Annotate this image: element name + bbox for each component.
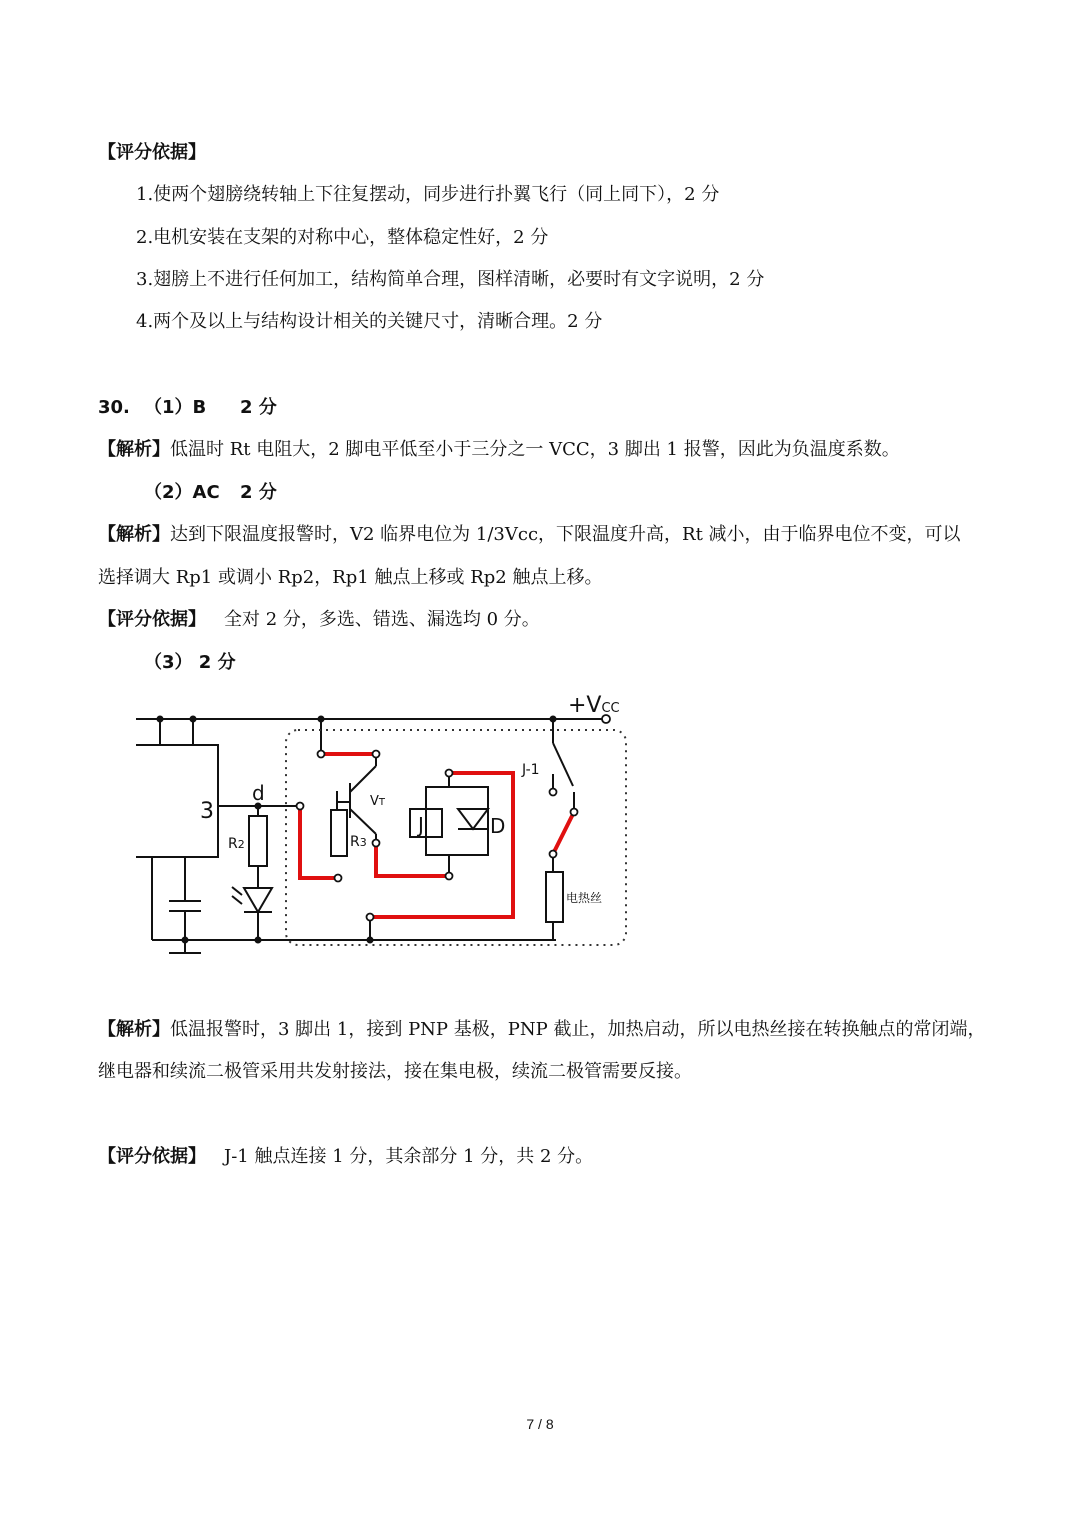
- grading-text: 全对 2 分，多选、错选、漏选均 0 分。: [224, 609, 540, 630]
- vcc-label: +VCC: [568, 693, 620, 718]
- heater-label: 电热丝: [566, 891, 603, 905]
- analysis-tag: 【解析】: [98, 1019, 170, 1040]
- analysis-text: 低温时 Rt 电阻大，2 脚电平低至小于三分之一 VCC，3 脚出 1 报警，因此为负温度系数。: [170, 439, 900, 460]
- grading-item-1: 1.使两个翅膀绕转轴上下往复摆动，同步进行扑翼飞行（同上同下），2 分: [136, 184, 720, 205]
- analysis-3-line1: [98, 1018, 985, 1042]
- analysis-text: 达到下限温度报警时，V2 临界电位为 1/3Vcc，下限温度升高，Rt 减小，由于临界电位不变，可以: [170, 524, 961, 545]
- grading-item-3: 3.翅膀上不进行任何加工，结构简单合理，图样清晰，必要时有文字说明，2 分: [136, 269, 765, 290]
- part3-label: （3） 2 分: [144, 652, 236, 673]
- part2-score: 2 分: [240, 482, 277, 503]
- switch-label: J-1: [522, 762, 540, 778]
- grading-tag: 【评分依据】: [98, 609, 206, 630]
- analysis-2-line2: 选择调大 Rp1 或调小 Rp2，Rp1 触点上移或 Rp2 触点上移。: [98, 567, 603, 588]
- analysis-text: 低温报警时，3 脚出 1，接到 PNP 基极，PNP 截止，加热启动，所以电热丝接在转换触点的常闭端，: [170, 1019, 986, 1040]
- grading-2: [98, 608, 540, 632]
- grading-3: [98, 1145, 593, 1169]
- vt-label: VT: [370, 794, 386, 809]
- dotted-boundary: [286, 730, 626, 945]
- answer-wires: [300, 754, 574, 917]
- grading-text: J-1 触点连接 1 分，其余部分 1 分，共 2 分。: [224, 1146, 594, 1167]
- grading-item-4: 4.两个及以上与结构设计相关的关键尺寸，清晰合理。2 分: [136, 311, 603, 332]
- analysis-tag: 【解析】: [98, 524, 170, 545]
- grading-heading: 【评分依据】: [98, 142, 206, 163]
- part1-score: 2 分: [240, 397, 277, 418]
- node-d-label: d: [252, 781, 265, 805]
- part2-answer: （2）AC: [144, 482, 220, 503]
- relay-label: J: [418, 813, 424, 837]
- part1-answer: （1）B: [144, 397, 207, 418]
- circuit-diagram: [128, 688, 648, 963]
- grading-item-2: 2.电机安装在支架的对称中心，整体稳定性好，2 分: [136, 227, 549, 248]
- diode-label: D: [490, 814, 506, 838]
- grading-tag: 【评分依据】: [98, 1146, 206, 1167]
- analysis-1: [98, 438, 900, 462]
- question-number: 30.: [98, 397, 130, 418]
- r3-label: R3: [350, 834, 367, 850]
- r2-label: R2: [228, 836, 245, 852]
- analysis-2-line1: [98, 523, 961, 547]
- page-number: 7 / 8: [526, 1416, 554, 1432]
- analysis-3-line2: 继电器和续流二极管采用共发射接法，接在集电极，续流二极管需要反接。: [98, 1061, 692, 1082]
- analysis-tag: 【解析】: [98, 439, 170, 460]
- pin3-label: 3: [200, 799, 214, 824]
